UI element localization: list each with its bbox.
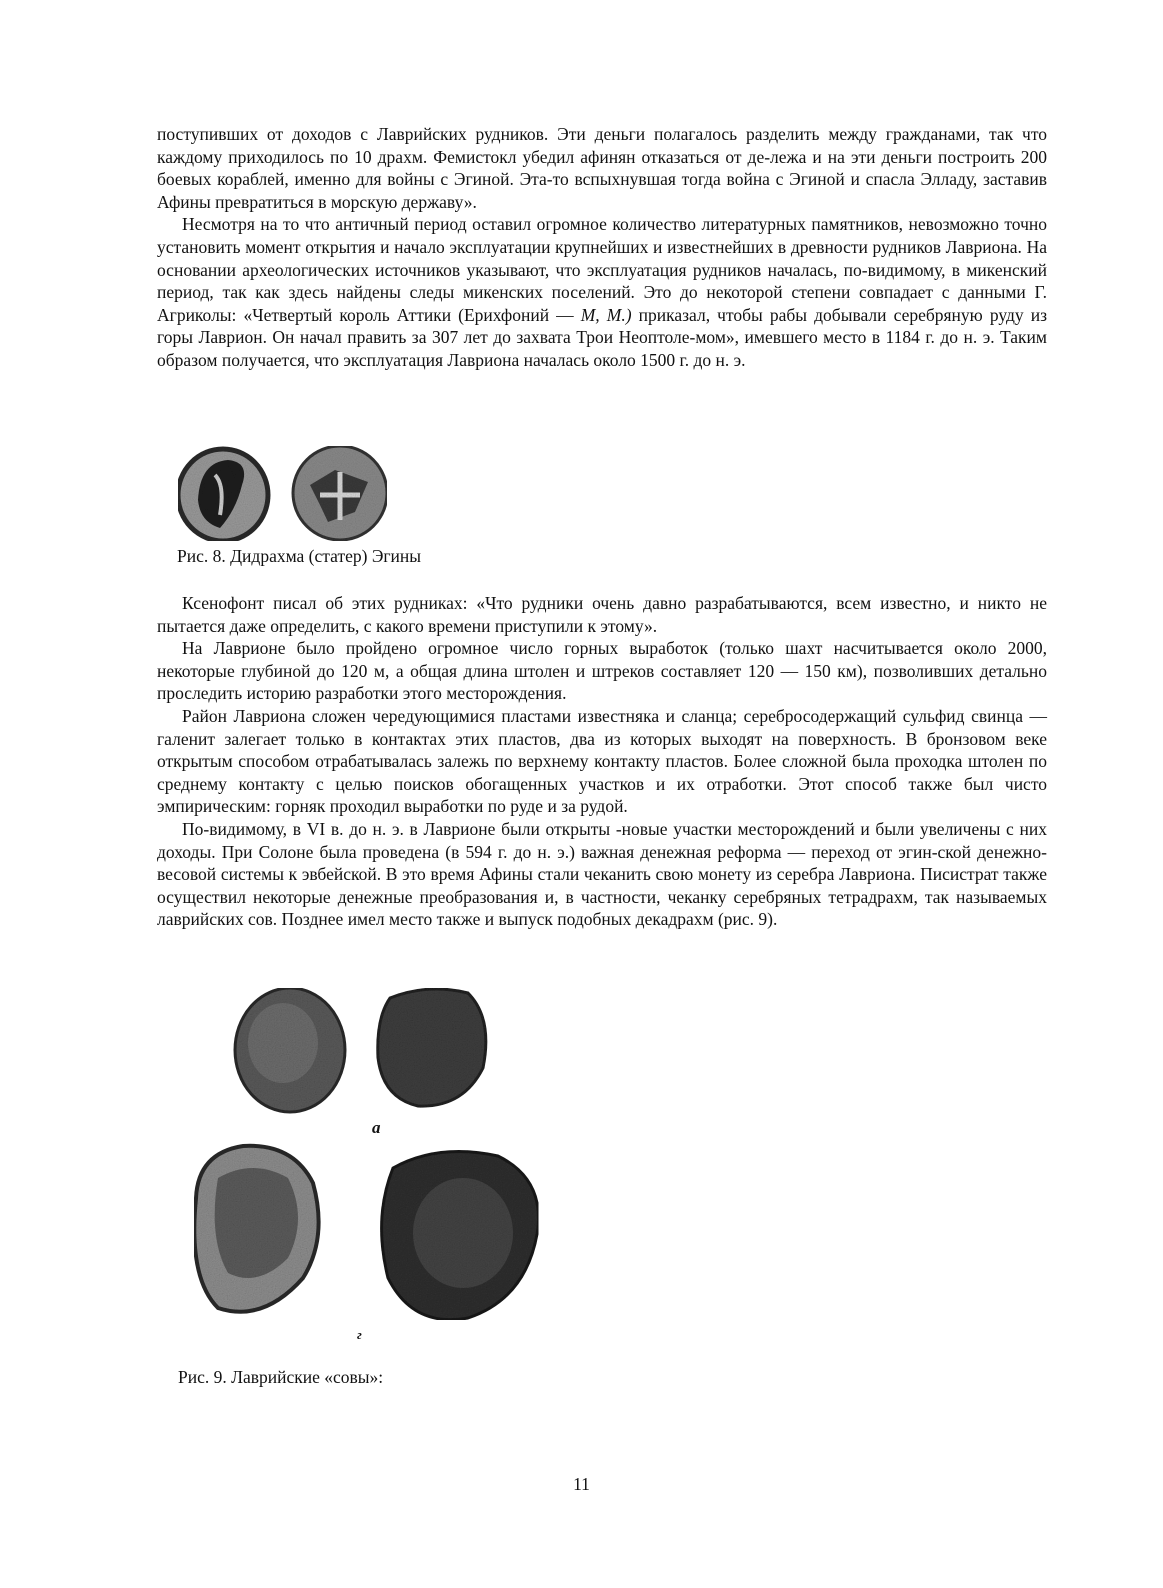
text-block-top [157, 123, 1047, 372]
paragraph: По-видимому, в VI в. до н. э. в Лаврионе были открыты -новые участки месторождений и были увеличены с них доходы. При Солоне была проведена (в 594 г. до н. э.) важная денежная реформа — переход от эгин-ской денежно-весовой системы к эвбейской. В это время Афины стали чеканить свою монету из серебра Лавриона. Писистрат также осуществил некоторые денежные преобразования и, в частности, чеканку серебряных тетрадрахм, так называемых лаврийских сов. Позднее имел место также и выпуск подобных декадрахм (рис. 9). [157, 818, 1047, 930]
page-number: 11 [573, 1474, 590, 1494]
paragraph: Район Лавриона сложен чередующимися пластами известняка и сланца; серебросодержащий сульфид свинца — галенит залегает только в контактах этих пластов, два из которых выходят на поверхность. В бронзовом веке открытым способом отрабатывалась залежь по верхнему контакту пластов. Более сложной была проходка штолен по среднему контакту с целью поисков обогащенных участков и их отработки. Этот способ также был чисто эмпирическим: горняк проходил выработки по руде и за рудой. [157, 705, 1047, 817]
figure-9-label-a: а [372, 1118, 381, 1137]
figure-9-label-b: г [357, 1327, 362, 1342]
paragraph-text: Несмотря на то что античный период оставил огромное количество литературных памятников, невозможно точно установить момент открытия и начало эксплуатации крупнейших и известнейших в древности рудников Лавриона. На основании археологических источников указывают, что эксплуатация рудников началась, по-видимому, в микенский период, так как здесь найдены следы микенских поселений. Это до некоторой степени совпадает с данными Г. Агриколы: «Четвертый король Аттики (Ерихфоний — [157, 214, 1047, 325]
paragraph-italic: М, М.) [580, 304, 632, 325]
figure-9-caption: Рис. 9. Лаврийские «совы»: [178, 1367, 384, 1387]
figure-9-coins-image [178, 978, 573, 1348]
paragraph: Ксенофонт писал об этих рудниках: «Что рудники очень давно разрабатываются, всем известно, и никто не пытается даже определить, с какого времени приступили к этому». [157, 593, 1047, 636]
figure-8-caption: Рис. 8. Дидрахма (статер) Эгины [177, 546, 422, 566]
paragraph: На Лаврионе было пройдено огромное число горных выработок (только шахт насчитывается около 2000, некоторые глубиной до 120 м, а общая длина штолен и штреков составляет 120 — 150 км), позволивших детально проследить историю разработки этого месторождения. [157, 638, 1047, 704]
paragraph-text: приказал, чтобы рабы добывали серебряную руду из горы Лаврион. Он начал править за 307 лет до захвата Трои Неоптоле-мом», имевшего место в 1184 г. до н. э. Таким образом получается, что эксплуатация Лавриона началась около 1500 г. до н. э. [157, 304, 1048, 370]
paragraph [157, 213, 1047, 371]
figure-8-coins-image [170, 440, 400, 545]
paragraph: поступивших от доходов с Лаврийских рудников. Эти деньги полагалось разделить между гражданами, так что каждому приходилось по 10 драхм. Фемистокл убедил афинян отказаться от де-лежа и на эти деньги построить 200 боевых кораблей, именно для войны с Эгиной. Эта-то вспыхнувшая тогда война с Эгиной и спасла Элладу, заставив Афины превратиться в морскую державу». [157, 124, 1047, 212]
text-block-middle [157, 592, 1047, 931]
